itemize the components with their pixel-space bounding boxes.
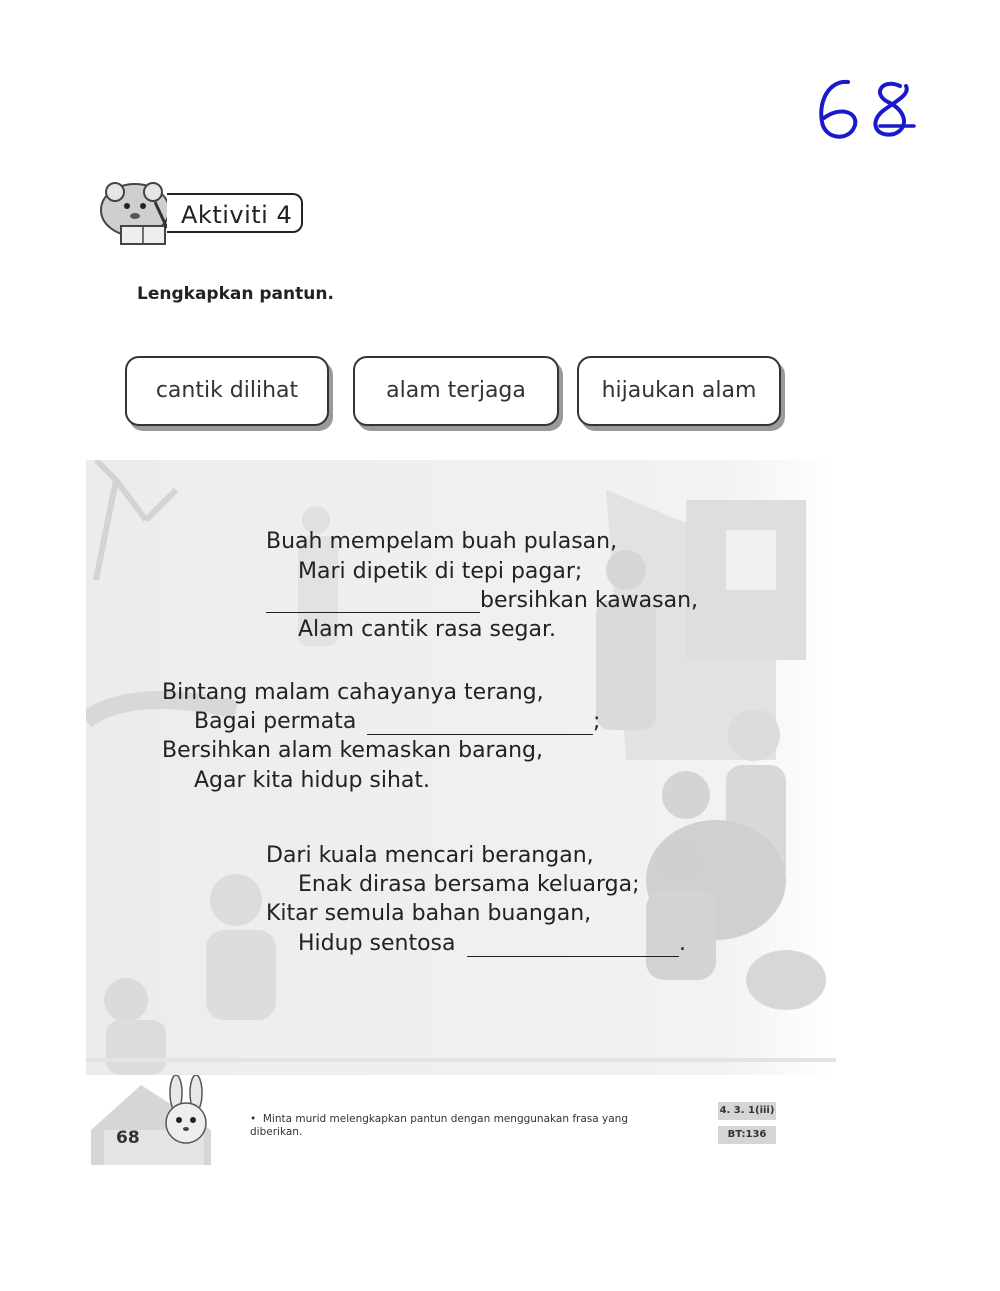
- poem1-line4: Alam cantik rasa segar.: [298, 617, 556, 642]
- standard-code: 4. 3. 1(iii): [718, 1102, 776, 1120]
- handwritten-page-mark: [810, 70, 930, 150]
- instruction-text: Lengkapkan pantun.: [137, 284, 334, 304]
- poem1-blank[interactable]: [266, 612, 480, 613]
- poem3-line4-end: .: [679, 931, 686, 956]
- poem2-blank[interactable]: [367, 734, 593, 735]
- poem2-line2-end: ;: [593, 709, 601, 734]
- poem2-line1: Bintang malam cahayanya terang,: [162, 680, 544, 705]
- phrase-option-1[interactable]: cantik dilihat: [125, 356, 329, 426]
- rabbit-mascot-icon: [156, 1075, 216, 1155]
- phrase-option-2[interactable]: alam terjaga: [353, 356, 559, 426]
- poem2-line2: Bagai permata: [194, 709, 357, 734]
- teacher-note: [250, 1113, 670, 1139]
- poem2-line4: Agar kita hidup sihat.: [194, 768, 431, 793]
- page-number: 68: [116, 1128, 140, 1148]
- poem3-line3: Kitar semula bahan buangan,: [266, 901, 592, 926]
- poem2-line3: Bersihkan alam kemaskan barang,: [162, 738, 543, 763]
- activity-title: Aktiviti 4: [167, 193, 303, 233]
- poem3-line1: Dari kuala mencari berangan,: [266, 843, 594, 868]
- poem3-blank[interactable]: [467, 956, 679, 957]
- bullet-icon: •: [250, 1113, 263, 1125]
- poem3-line2: Enak dirasa bersama keluarga;: [298, 872, 640, 897]
- phrase-option-3[interactable]: hijaukan alam: [577, 356, 781, 426]
- poem1-line2: Mari dipetik di tepi pagar;: [298, 559, 583, 584]
- activity-header: [95, 180, 310, 250]
- poem1-line1: Buah mempelam buah pulasan,: [266, 529, 618, 554]
- teacher-note-text: Minta murid melengkapkan pantun dengan menggunakan frasa yang diberikan.: [250, 1113, 629, 1138]
- bt-code: BT:136: [718, 1126, 776, 1144]
- poem1-line3: bersihkan kawasan,: [480, 588, 699, 613]
- poem3-line4: Hidup sentosa: [298, 931, 456, 956]
